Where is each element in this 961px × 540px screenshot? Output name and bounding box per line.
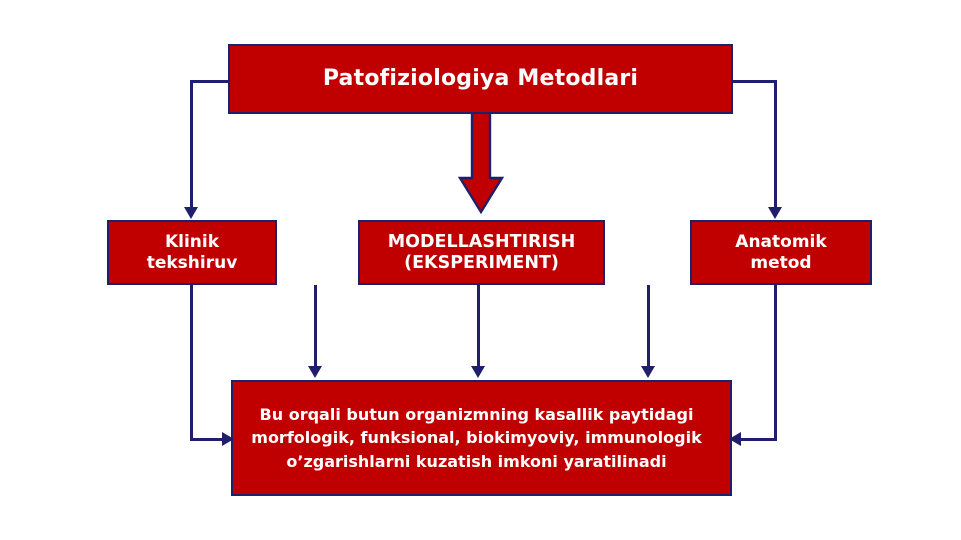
arrow-down-icon-klinik-branch bbox=[308, 366, 322, 378]
method-box-anatomik bbox=[690, 220, 872, 285]
connector-title-to-klinik-vertical bbox=[190, 80, 193, 208]
method-box-klinik bbox=[107, 220, 277, 285]
arrow-right-icon-klinik-to-result bbox=[222, 432, 234, 446]
method-box-klinik-line2: tekshiruv bbox=[146, 252, 238, 273]
method-box-anatomik-line1: Anatomik bbox=[735, 232, 827, 253]
method-box-modellashtirish-label bbox=[388, 232, 576, 273]
connector-klinik-to-result-horizontal bbox=[190, 438, 225, 441]
arrow-down-icon-title-to-anatomik bbox=[768, 207, 782, 219]
arrow-down-icon-anatomik-branch bbox=[641, 366, 655, 378]
result-box-label bbox=[231, 403, 730, 473]
connector-title-left-horizontal bbox=[190, 80, 230, 83]
thick-arrow-down-icon bbox=[458, 110, 504, 216]
result-box bbox=[231, 380, 732, 496]
arrow-left-icon-anatomik-to-result bbox=[729, 432, 741, 446]
connector-title-right-horizontal bbox=[731, 80, 777, 83]
title-box-label: Patofiziologiya Metodlari bbox=[322, 66, 639, 92]
connector-klinik-to-result-vertical bbox=[190, 285, 193, 440]
arrow-down-icon-title-to-klinik bbox=[184, 207, 198, 219]
connector-klinik-branch-vertical bbox=[314, 285, 317, 367]
connector-anatomik-branch-vertical bbox=[647, 285, 650, 367]
result-box-line3: o’zgarishlarni kuzatish imkoni yaratilinadi bbox=[286, 451, 667, 471]
method-box-klinik-line1: Klinik bbox=[164, 232, 220, 253]
method-box-modellashtirish-line1: MODELLASHTIRISH bbox=[387, 231, 576, 252]
result-box-line1: Bu orqali butun organizmning kasallik paytidagi bbox=[259, 405, 694, 425]
connector-modellashtirish-vertical bbox=[477, 285, 480, 367]
result-box-line2: morfologik, funksional, biokimyoviy, immunologik bbox=[251, 428, 702, 448]
method-box-anatomik-label bbox=[735, 232, 826, 272]
connector-anatomik-to-result-horizontal bbox=[740, 438, 777, 441]
connector-anatomik-to-result-vertical bbox=[774, 285, 777, 440]
connector-title-to-anatomik-vertical bbox=[774, 80, 777, 208]
method-box-modellashtirish bbox=[358, 220, 605, 285]
method-box-anatomik-line2: metod bbox=[750, 252, 812, 273]
method-box-modellashtirish-line2: (EKSPERIMENT) bbox=[404, 252, 559, 273]
title-box bbox=[228, 44, 733, 114]
arrow-down-icon-modellashtirish bbox=[471, 366, 485, 378]
method-box-klinik-label bbox=[147, 232, 238, 272]
